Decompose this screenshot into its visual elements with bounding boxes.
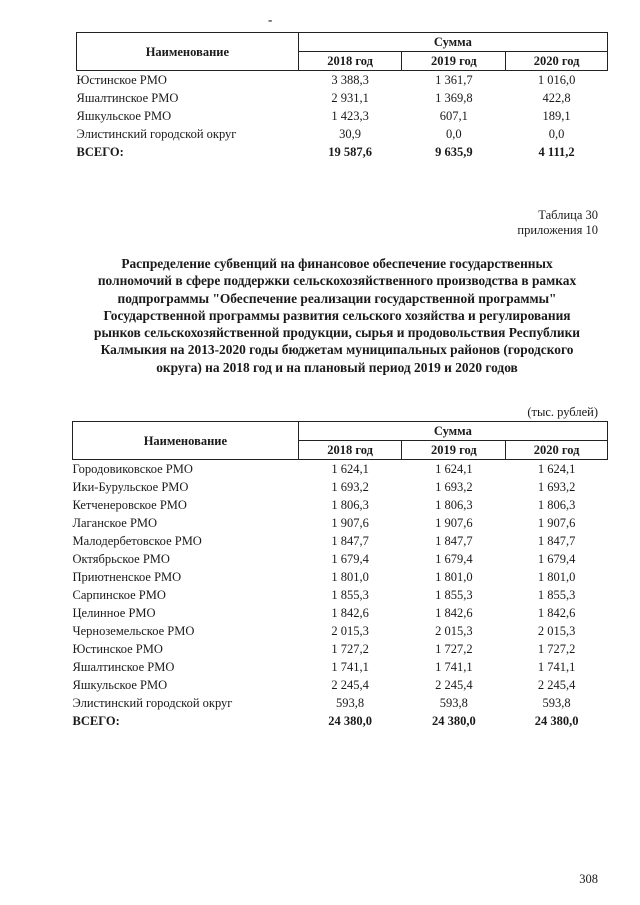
cell-2019: 1 855,3 [435,588,473,602]
row-name: Городовиковское РМО [72,462,193,476]
cell-2019: 1 907,6 [435,516,473,530]
cell-2020: 1 842,6 [537,606,576,620]
cell-2018: 1 624,1 [331,462,369,476]
cell-2018: 30,9 [339,127,362,141]
row-name: Яшкульское РМО [72,678,168,692]
cell-2018: 1 842,6 [331,606,369,620]
cell-2020: 1 907,6 [537,516,576,530]
table-row [73,586,608,604]
cell-2020: 1 624,1 [537,462,576,476]
row-name: Юстинское РМО [76,73,167,87]
row-name: Ики-Бурульское РМО [72,480,189,494]
table-row [73,550,608,568]
cell-2018: 1 727,2 [331,642,369,656]
row-name: Черноземельское РМО [72,624,195,638]
cell-2019: 0,0 [446,127,462,141]
total-2019: 24 380,0 [431,714,476,728]
cell-2018: 1 741,1 [331,660,369,674]
table-row [73,568,608,586]
table-number-label [517,208,598,238]
cell-2019: 607,1 [439,109,468,123]
row-name: Лаганское РМО [72,516,158,530]
row-name: Элистинский городской округ [72,696,233,710]
table-row [73,694,608,712]
column-header-year: 2019 год [402,52,506,71]
total-2019: 9 635,9 [435,145,473,159]
column-header-sum: Сумма [298,422,607,441]
table-row [77,71,608,90]
cell-2019: 1 679,4 [435,552,473,566]
cell-2020: 1 847,7 [537,534,576,548]
cell-2018: 1 907,6 [331,516,369,530]
row-name: Малодербетовское РМО [72,534,202,548]
total-row [77,143,608,161]
column-header-year: 2020 год [506,52,608,71]
total-2020: 24 380,0 [534,714,579,728]
cell-2019: 2 245,4 [435,678,473,692]
column-header-name: Наименование [73,422,299,460]
table-row [73,676,608,694]
column-header-year: 2018 год [298,441,402,460]
cell-2018: 1 847,7 [331,534,369,548]
cell-2019: 1 693,2 [435,480,473,494]
cell-2020: 1 806,3 [537,498,576,512]
cell-2020: 1 016,0 [537,73,576,87]
row-name: Яшалтинское РМО [72,660,175,674]
table-row [73,478,608,496]
row-name: Целинное РМО [72,606,156,620]
cell-2020: 1 693,2 [537,480,576,494]
units-note: (тыс. рублей) [527,405,598,419]
cell-2020: 1 855,3 [537,588,576,602]
table-row [73,604,608,622]
cell-2020: 1 679,4 [537,552,576,566]
cell-2019: 1 741,1 [435,660,473,674]
cell-2020: 2 015,3 [537,624,576,638]
total-2018: 24 380,0 [328,714,372,728]
subvention-table [72,421,608,730]
cell-2019: 1 806,3 [435,498,473,512]
total-2020: 4 111,2 [538,145,575,159]
total-label: ВСЕГО: [76,145,124,159]
table-row [73,640,608,658]
table-row [73,532,608,550]
table-row [77,107,608,125]
total-label: ВСЕГО: [72,714,120,728]
cell-2019: 2 015,3 [435,624,473,638]
cell-2018: 2 015,3 [331,624,369,638]
row-name: Элистинский городской округ [76,127,237,141]
cell-2020: 422,8 [542,91,571,105]
cell-2019: 1 847,7 [435,534,473,548]
cell-2020: 1 727,2 [537,642,576,656]
cell-2018: 1 801,0 [331,570,369,584]
cell-2018: 1 855,3 [331,588,369,602]
column-header-year: 2020 год [506,441,608,460]
cell-2019: 593,8 [439,696,468,710]
cell-2019: 1 842,6 [435,606,473,620]
cell-2020: 1 801,0 [537,570,576,584]
row-name: Яшалтинское РМО [76,91,179,105]
cell-2018: 593,8 [336,696,365,710]
cell-2018: 1 693,2 [331,480,369,494]
row-name: Яшкульское РМО [76,109,172,123]
table-row [73,496,608,514]
cell-2020: 0,0 [548,127,565,141]
cell-2018: 1 806,3 [331,498,369,512]
table-row [73,514,608,532]
row-name: Юстинское РМО [72,642,163,656]
cell-2018: 3 388,3 [331,73,369,87]
table-number: Таблица 30 [538,208,598,222]
table-continued [76,32,608,161]
appendix-reference: приложения 10 [517,223,598,237]
total-row [73,712,608,730]
table-row [73,460,608,479]
cell-2020: 2 245,4 [537,678,576,692]
column-header-name: Наименование [77,33,299,71]
cell-2020: 189,1 [542,109,571,123]
cell-2019: 1 361,7 [435,73,473,87]
top-mark: - [268,12,273,27]
cell-2018: 1 679,4 [331,552,369,566]
cell-2019: 1 624,1 [435,462,473,476]
table-row [73,658,608,676]
total-2018: 19 587,6 [328,145,372,159]
cell-2018: 2 245,4 [331,678,369,692]
column-header-year: 2018 год [298,52,402,71]
row-name: Сарпинское РМО [72,588,166,602]
cell-2018: 1 423,3 [331,109,369,123]
row-name: Октябрьское РМО [72,552,170,566]
table-row [77,125,608,143]
cell-2018: 2 931,1 [331,91,369,105]
column-header-sum: Сумма [298,33,607,52]
cell-2020: 593,8 [542,696,571,710]
cell-2019: 1 727,2 [435,642,473,656]
cell-2019: 1 801,0 [435,570,473,584]
row-name: Приютненское РМО [72,570,182,584]
cell-2020: 1 741,1 [537,660,576,674]
row-name: Кетченеровское РМО [72,498,187,512]
document-title: Распределение субвенций на финансовое обеспечение государственных полномочий в сфере поддержки сельскохозяйственного производства в рамках подпрограммы "Обеспечение реализации государственной программы" Государственной программы развития сельского хозяйства и регулирования рынков сельскохозяйственной продукции, сырья и продовольствия Республики Калмыкия на 2013-2020 годы бюджетам муниципальных районов (городского округа) на 2018 год и на плановый период 2019 и 2020 годов [94,256,580,375]
cell-2019: 1 369,8 [435,91,473,105]
column-header-year: 2019 год [402,441,506,460]
table-row [73,622,608,640]
page-number: 308 [579,872,598,886]
table-row [77,89,608,107]
